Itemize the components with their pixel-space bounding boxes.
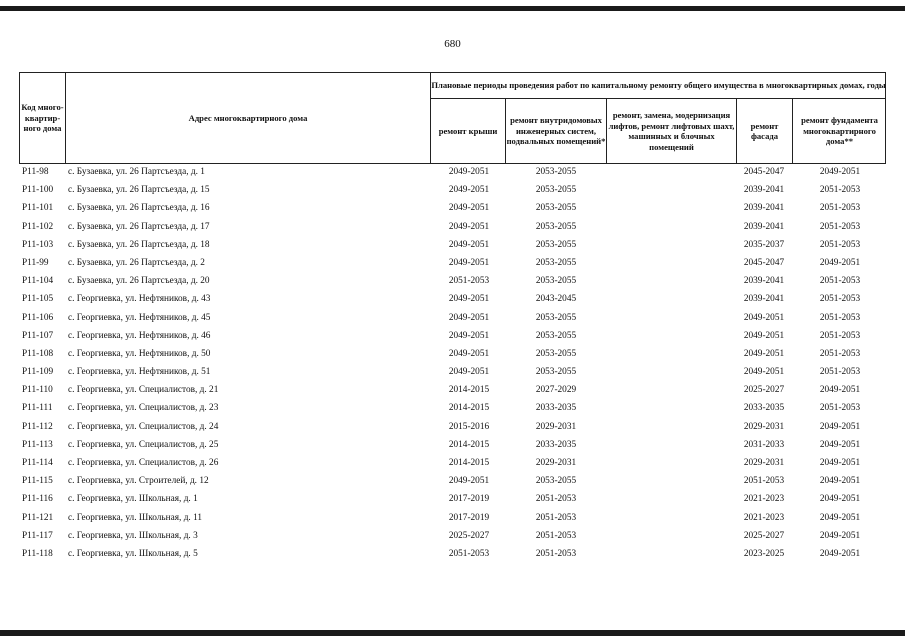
cell-foundation: 2049-2051 — [819, 421, 861, 432]
cell-facade: 2049-2051 — [743, 312, 785, 323]
cell-roof: 2015-2016 — [448, 421, 490, 432]
cell-code: Р11-102 — [22, 221, 54, 232]
cell-foundation: 2051-2053 — [819, 276, 861, 287]
cell-facade: 2039-2041 — [743, 221, 785, 232]
cell-address: с. Бузаевка, ул. 26 Партсъезда, д. 17 — [68, 221, 210, 232]
table-row — [19, 310, 886, 328]
cell-engineering: 2053-2055 — [535, 276, 577, 287]
header-engineering: ремонт внутридомовых инженерных систем, подвальных помещений* — [506, 115, 606, 147]
cell-facade: 2045-2047 — [743, 257, 785, 268]
header-roof: ремонт крыши — [438, 125, 498, 136]
cell-address: с. Георгиевка, ул. Строителей, д. 12 — [68, 476, 209, 487]
cell-roof: 2049-2051 — [448, 257, 490, 268]
cell-engineering: 2053-2055 — [535, 348, 577, 359]
cell-foundation: 2049-2051 — [819, 512, 861, 523]
cell-engineering: 2053-2055 — [535, 312, 577, 323]
cell-facade: 2029-2031 — [743, 458, 785, 468]
cell-foundation: 2049-2051 — [819, 494, 861, 505]
cell-foundation: 2051-2053 — [819, 203, 861, 214]
table-row — [19, 164, 886, 182]
cell-facade: 2025-2027 — [743, 385, 785, 396]
cell-facade: 2045-2047 — [743, 167, 785, 177]
cell-facade: 2021-2023 — [743, 512, 785, 523]
cell-code: Р11-100 — [22, 185, 54, 196]
cell-facade: 2039-2041 — [743, 185, 785, 196]
cell-address: с. Бузаевка, ул. 26 Партсъезда, д. 1 — [68, 167, 205, 177]
cell-roof: 2049-2051 — [448, 239, 490, 250]
cell-address: с. Бузаевка, ул. 26 Партсъезда, д. 16 — [68, 203, 210, 214]
cell-address: с. Бузаевка, ул. 26 Партсъезда, д. 15 — [68, 185, 210, 196]
cell-foundation: 2051-2053 — [819, 403, 861, 414]
cell-facade: 2039-2041 — [743, 294, 785, 305]
cell-address: с. Бузаевка, ул. 26 Партсъезда, д. 20 — [68, 276, 210, 287]
cell-facade: 2031-2033 — [743, 439, 785, 450]
cell-code: Р11-103 — [22, 239, 54, 250]
cell-foundation: 2049-2051 — [819, 167, 861, 177]
cell-code: Р11-118 — [22, 548, 53, 559]
cell-code: Р11-115 — [22, 476, 53, 487]
table-row — [19, 455, 886, 473]
cell-foundation: 2051-2053 — [819, 312, 861, 323]
cell-code: Р11-121 — [22, 512, 54, 523]
header-group: Плановые периоды проведения работ по капитальному ремонту общего имущества в многоквартирных домах, годы — [431, 80, 886, 91]
cell-engineering: 2043-2045 — [535, 294, 577, 305]
cell-address: с. Георгиевка, ул. Специалистов, д. 26 — [68, 458, 219, 468]
table-row — [19, 400, 886, 418]
cell-address: с. Георгиевка, ул. Специалистов, д. 24 — [68, 421, 219, 432]
cell-roof: 2014-2015 — [448, 439, 490, 450]
cell-foundation: 2051-2053 — [819, 185, 861, 196]
cell-roof: 2049-2051 — [448, 476, 490, 487]
cell-roof: 2049-2051 — [448, 330, 490, 341]
cell-roof: 2051-2053 — [448, 548, 490, 559]
table-body — [19, 164, 886, 564]
cell-foundation: 2051-2053 — [819, 330, 861, 341]
cell-engineering: 2053-2055 — [535, 221, 577, 232]
cell-code: Р11-113 — [22, 439, 53, 450]
cell-facade: 2035-2037 — [743, 239, 785, 250]
table-row — [19, 382, 886, 400]
table-row — [19, 346, 886, 364]
cell-foundation: 2051-2053 — [819, 239, 861, 250]
cell-foundation: 2049-2051 — [819, 257, 861, 268]
cell-code: Р11-104 — [22, 276, 54, 287]
cell-roof: 2049-2051 — [448, 203, 490, 214]
cell-foundation: 2049-2051 — [819, 476, 861, 487]
cell-address: с. Георгиевка, ул. Специалистов, д. 21 — [68, 385, 219, 396]
cell-facade: 2033-2035 — [743, 403, 785, 414]
cell-facade: 2023-2025 — [743, 548, 785, 559]
cell-engineering: 2053-2055 — [535, 167, 577, 177]
cell-code: Р11-105 — [22, 294, 54, 305]
cell-facade: 2029-2031 — [743, 421, 785, 432]
cell-facade: 2025-2027 — [743, 530, 785, 541]
header-lifts: ремонт, замена, модернизация лифтов, ремонт лифтовых шахт, машинных и блочных помещений — [608, 110, 735, 152]
cell-code: Р11-99 — [22, 257, 49, 268]
cell-roof: 2014-2015 — [448, 403, 490, 414]
table-row — [19, 528, 886, 546]
cell-roof: 2051-2053 — [448, 276, 490, 287]
cell-foundation: 2049-2051 — [819, 530, 861, 541]
cell-address: с. Георгиевка, ул. Специалистов, д. 25 — [68, 439, 219, 450]
table-row — [19, 219, 886, 237]
cell-roof: 2014-2015 — [448, 385, 490, 396]
cell-address: с. Бузаевка, ул. 26 Партсъезда, д. 18 — [68, 239, 210, 250]
cell-engineering: 2053-2055 — [535, 239, 577, 250]
cell-engineering: 2051-2053 — [535, 512, 577, 523]
cell-engineering: 2033-2035 — [535, 439, 577, 450]
cell-facade: 2049-2051 — [743, 330, 785, 341]
cell-engineering: 2027-2029 — [535, 385, 577, 396]
header-code: Код много-квартир-ного дома — [21, 102, 64, 134]
cell-code: Р11-111 — [22, 403, 53, 414]
cell-code: Р11-114 — [22, 458, 53, 468]
table-row — [19, 237, 886, 255]
cell-address: с. Георгиевка, ул. Школьная, д. 11 — [68, 512, 203, 523]
cell-foundation: 2051-2053 — [819, 348, 861, 359]
cell-engineering: 2053-2055 — [535, 203, 577, 214]
table-row — [19, 182, 886, 200]
cell-engineering: 2051-2053 — [535, 494, 577, 505]
cell-address: с. Георгиевка, ул. Нефтяников, д. 43 — [68, 294, 211, 305]
cell-roof: 2014-2015 — [448, 458, 490, 468]
cell-code: Р11-101 — [22, 203, 54, 214]
cell-engineering: 2033-2035 — [535, 403, 577, 414]
cell-address: с. Георгиевка, ул. Школьная, д. 5 — [68, 548, 198, 559]
cell-engineering: 2029-2031 — [535, 458, 577, 468]
cell-foundation: 2049-2051 — [819, 548, 861, 559]
cell-roof: 2017-2019 — [448, 494, 490, 505]
cell-roof: 2049-2051 — [448, 312, 490, 323]
cell-foundation: 2049-2051 — [819, 439, 861, 450]
cell-roof: 2049-2051 — [448, 185, 490, 196]
cell-address: с. Георгиевка, ул. Нефтяников, д. 51 — [68, 367, 211, 378]
table-row — [19, 328, 886, 346]
cell-roof: 2049-2051 — [448, 221, 490, 232]
cell-code: Р11-106 — [22, 312, 54, 323]
header-facade: ремонт фасада — [750, 120, 779, 141]
cell-foundation: 2051-2053 — [819, 221, 861, 232]
cell-foundation: 2049-2051 — [819, 458, 861, 468]
cell-engineering: 2051-2053 — [535, 548, 577, 559]
cell-engineering: 2053-2055 — [535, 476, 577, 487]
cell-facade: 2049-2051 — [743, 348, 785, 359]
cell-foundation: 2049-2051 — [819, 385, 861, 396]
cell-code: Р11-116 — [22, 494, 53, 505]
cell-address: с. Георгиевка, ул. Нефтяников, д. 45 — [68, 312, 211, 323]
cell-code: Р11-117 — [22, 530, 53, 541]
cell-address: с. Георгиевка, ул. Нефтяников, д. 46 — [68, 330, 211, 341]
cell-code: Р11-112 — [22, 421, 53, 432]
table-row — [19, 473, 886, 491]
table-row — [19, 364, 886, 382]
cell-foundation: 2051-2053 — [819, 367, 861, 378]
cell-facade: 2049-2051 — [743, 367, 785, 378]
cell-roof: 2049-2051 — [448, 367, 490, 378]
cell-engineering: 2053-2055 — [535, 185, 577, 196]
cell-engineering: 2051-2053 — [535, 530, 577, 541]
top-border-bar — [0, 6, 905, 11]
cell-code: Р11-108 — [22, 348, 54, 359]
header-address: Адрес многоквартирного дома — [188, 112, 308, 123]
cell-roof: 2017-2019 — [448, 512, 490, 523]
cell-foundation: 2051-2053 — [819, 294, 861, 305]
cell-facade: 2039-2041 — [743, 276, 785, 287]
cell-facade: 2039-2041 — [743, 203, 785, 214]
cell-engineering: 2053-2055 — [535, 257, 577, 268]
table-row — [19, 419, 886, 437]
table-row — [19, 273, 886, 291]
table-row — [19, 291, 886, 309]
table-row — [19, 510, 886, 528]
cell-address: с. Георгиевка, ул. Нефтяников, д. 50 — [68, 348, 211, 359]
page-number: 680 — [444, 38, 461, 50]
table-row — [19, 491, 886, 509]
header-foundation: ремонт фундамента многоквартирного дома** — [801, 115, 878, 147]
cell-engineering: 2053-2055 — [535, 330, 577, 341]
cell-address: с. Бузаевка, ул. 26 Партсъезда, д. 2 — [68, 257, 205, 268]
cell-roof: 2049-2051 — [448, 294, 490, 305]
bottom-border-bar — [0, 630, 905, 636]
cell-address: с. Георгиевка, ул. Школьная, д. 1 — [68, 494, 198, 505]
table-row — [19, 546, 886, 564]
table-row — [19, 437, 886, 455]
table-row — [19, 255, 886, 273]
table-row — [19, 200, 886, 218]
cell-roof: 2049-2051 — [448, 348, 490, 359]
cell-code: Р11-98 — [22, 167, 49, 177]
cell-roof: 2049-2051 — [448, 167, 490, 177]
cell-roof: 2025-2027 — [448, 530, 490, 541]
cell-code: Р11-110 — [22, 385, 53, 396]
cell-facade: 2051-2053 — [743, 476, 785, 487]
cell-engineering: 2053-2055 — [535, 367, 577, 378]
cell-facade: 2021-2023 — [743, 494, 785, 505]
cell-engineering: 2029-2031 — [535, 421, 577, 432]
cell-code: Р11-109 — [22, 367, 54, 378]
cell-address: с. Георгиевка, ул. Школьная, д. 3 — [68, 530, 198, 541]
table-header — [19, 72, 886, 164]
cell-code: Р11-107 — [22, 330, 54, 341]
cell-address: с. Георгиевка, ул. Специалистов, д. 23 — [68, 403, 219, 414]
